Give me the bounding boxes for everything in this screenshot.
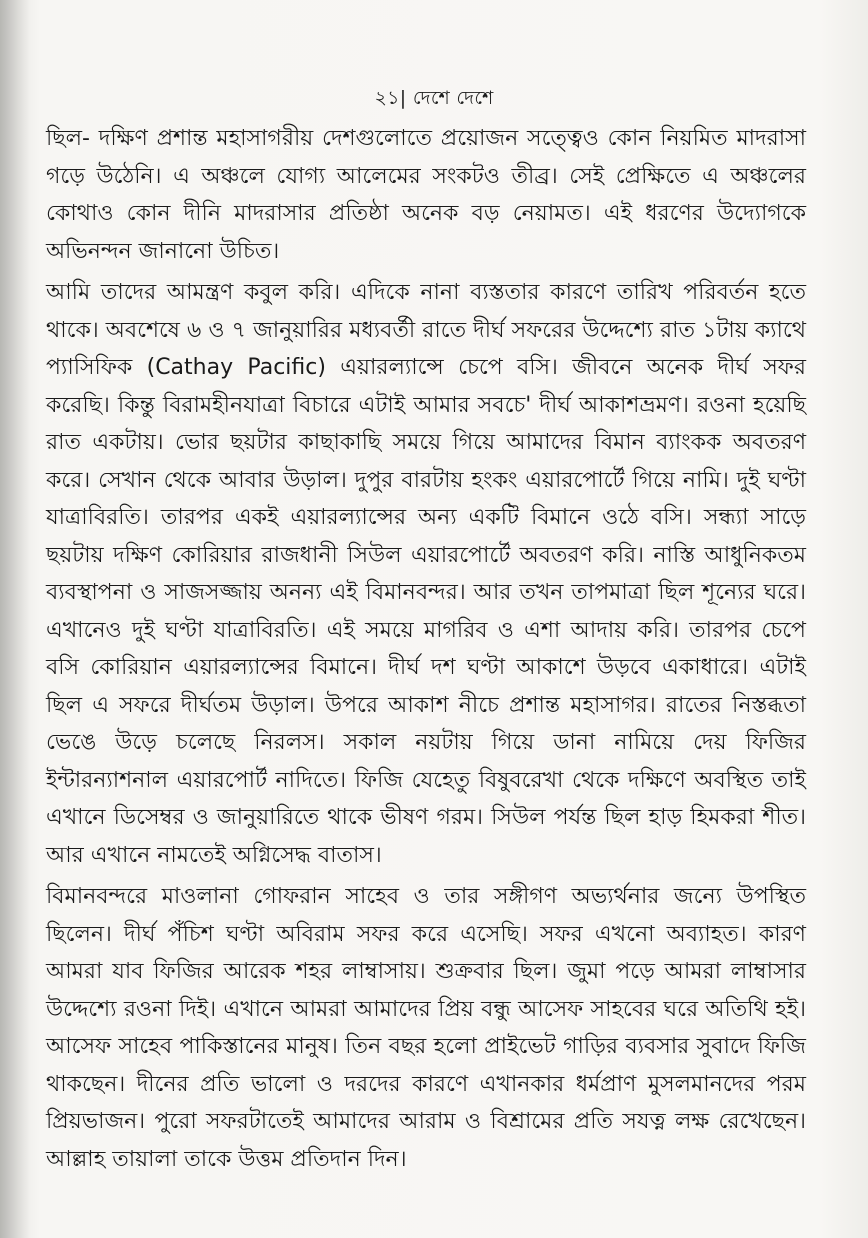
page-header: ২১| দেশে দেশে xyxy=(374,87,494,109)
paragraph-3: বিমানবন্দরে মাওলানা গোফরান সাহেব ও তার সঙ্গীগণ অভ্যর্থনার জন্যে উপস্থিত ছিলেন। দীর্ঘ পঁচিশ ঘণ্টা অবিরাম সফর করে এসেছি। সফর এখনো অব্যাহত। কারণ আমরা যাব ফিজির আরেক শহর লাম্বাসায়। শুক্রবার ছিল। জুমা পড়ে আমরা লাম্বাসার উদ্দেশ্যে রওনা দিই। এখানে আমরা আমাদের প্রিয় বন্ধু আসেফ সাহবের ঘরে অতিথি হই। আসেফ সাহেব পাকিস্তানের মানুষ। তিন বছর হলো প্রাইভেট গাড়ির ব্যবসার সুবাদে ফিজি থাকছেন। দীনের প্রতি ভালো ও দরদের কারণে এখানকার ধর্মপ্রাণ মুসলমানদের পরম প্রিয়ভাজন। পুরো সফরটাতেই আমাদের আরাম ও বিশ্রামের প্রতি সযত্ন লক্ষ রেখেছেন। আল্লাহ তায়ালা তাকে উত্তম প্রতিদান দিন। xyxy=(46,884,806,1172)
page-binding-shadow xyxy=(0,0,30,1238)
paragraph-2: আমি তাদের আমন্ত্রণ কবুল করি। এদিকে নানা ব্যস্ততার কারণে তারিখ পরিবর্তন হতে থাকে। অবশেষে ৬ ও ৭ জানুয়ারির মধ্যবর্তী রাতে দীর্ঘ সফরের উদ্দেশ্যে রাত ১টায় ক্যাথে প্যাসিফিক (Cathay Pacific) এয়ারল্যান্সে চেপে বসি। জীবনে অনেক দীর্ঘ সফর করেছি। কিন্তু বিরামহীনযাত্রা বিচারে এটাই আমার সবচে' দীর্ঘ আকাশভ্রমণ। রওনা হয়েছি রাত একটায়। ভোর ছয়টার কাছাকাছি সময়ে গিয়ে আমাদের বিমান ব্যাংকক অবতরণ করে। সেখান থেকে আবার উড়াল। দুপুর বারটায় হংকং এয়ারপোর্টে গিয়ে নামি। দুই ঘণ্টা যাত্রাবিরতি। তারপর একই এয়ারল্যান্সের অন্য একটি বিমানে ওঠে বসি। সন্ধ্যা সাড়ে ছয়টায় দক্ষিণ কোরিয়ার রাজধানী সিউল এয়ারপোর্টে অবতরণ করি। নাস্তি আধুনিকতম ব্যবস্থাপনা ও সাজসজ্জায় অনন্য এই বিমানবন্দর। আর তখন তাপমাত্রা ছিল শূন্যের ঘরে। এখানেও দুই ঘণ্টা যাত্রাবিরতি। এই সময়ে মাগরিব ও এশা আদায় করি। তারপর চেপে বসি কোরিয়ান এয়ারল্যান্সের বিমানে। দীর্ঘ দশ ঘণ্টা আকাশে উড়বে একাধারে। এটাই ছিল এ সফরে দীর্ঘতম উড়াল। উপরে আকাশ নীচে প্রশান্ত মহাসাগর। রাতের নিস্তব্ধতা ভেঙে উড়ে চলেছে নিরলস। সকাল নয়টায় গিয়ে ডানা নামিয়ে দেয় ফিজির ইন্টারন্যাশনাল এয়ারপোর্ট নাদিতে। ফিজি যেহেতু বিষুবরেখা থেকে দক্ষিণে অবস্থিত তাই এখানে ডিসেম্বর ও জানুয়ারিতে থাকে ভীষণ গরম। সিউল পর্যন্ত ছিল হাড় হিমকরা শীত। আর এখানে নামতেই অগ্নিসেদ্ধ বাতাস। xyxy=(46,280,806,868)
paragraph-1: ছিল- দক্ষিণ প্রশান্ত মহাসাগরীয় দেশগুলোতে প্রয়োজন সত্ত্বেও কোন নিয়মিত মাদরাসা গড়ে উঠেনি। এ অঞ্চলে যোগ্য আলেমের সংকটও তীব্র। সেই প্রেক্ষিতে এ অঞ্চলের কোথাও কোন দীনি মাদরাসার প্রতিষ্ঠা অনেক বড় নেয়ামত। এই ধরণের উদ্যোগকে অভিনন্দন জানানো উচিত। xyxy=(46,126,806,264)
page-body xyxy=(46,120,806,1178)
